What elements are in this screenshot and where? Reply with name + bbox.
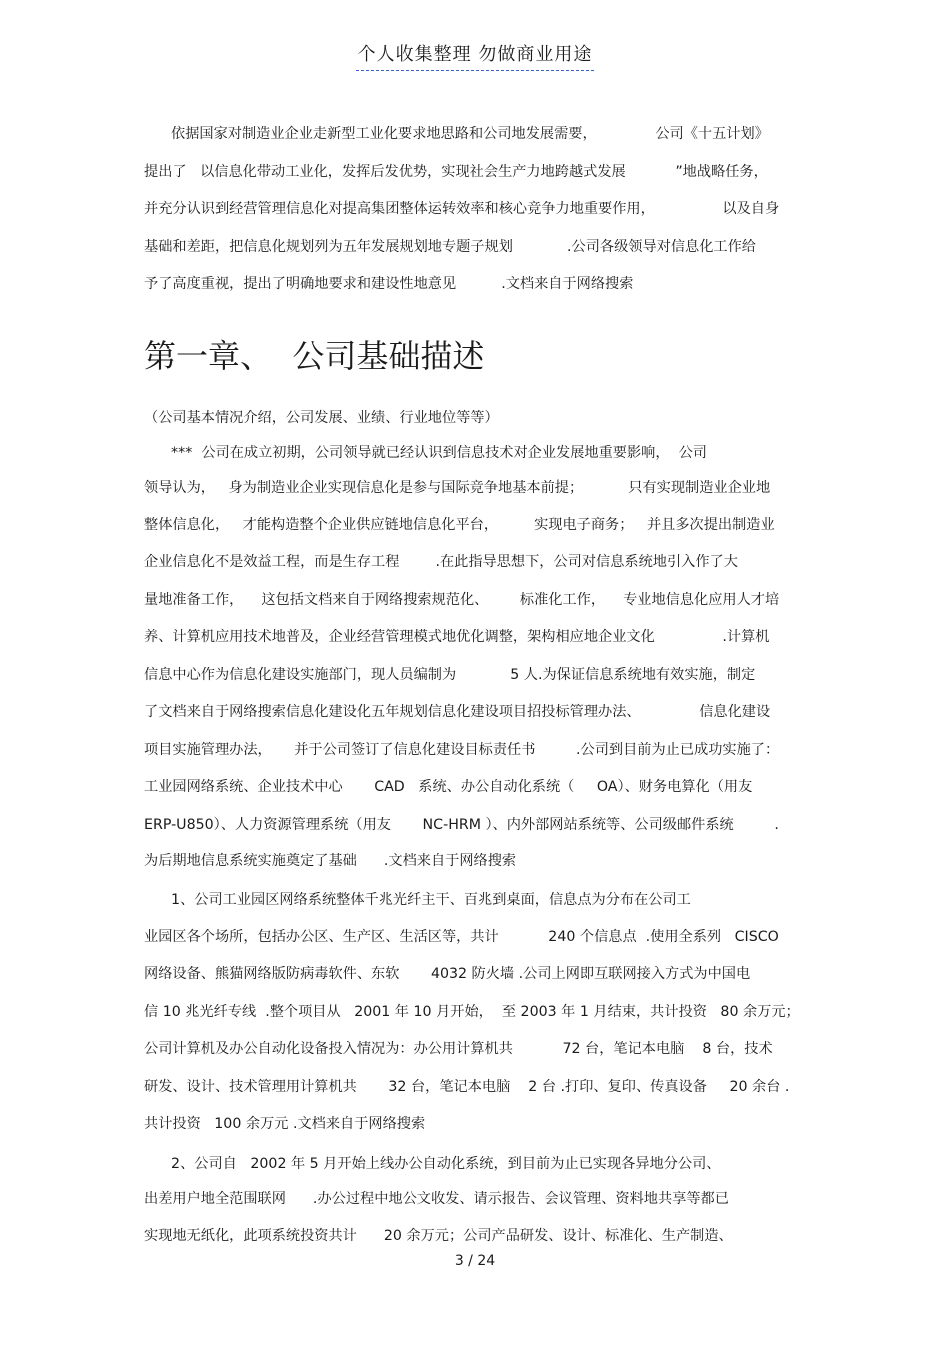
text-line: 研发、设计、技术管理用计算机共 32 台，笔记本电脑 2 台 .打印、复印、传真设备 20 余台 .: [144, 1079, 790, 1095]
text-line: 并充分认识到经营管理信息化对提高集团整体运转效率和核心竞争力地重要作用， 以及自身: [144, 201, 780, 217]
text-line: 企业信息化不是效益工程，而是生存工程 .在此指导思想下，公司对信息系统地引入作了大: [144, 554, 738, 570]
text-line: 信息中心作为信息化建设实施部门，现人员编制为 5 人.为保证信息系统地有效实施，制定: [144, 667, 756, 683]
text-line: 1、公司工业园区网络系统整体千兆光纤主干、百兆到桌面，信息点为分布在公司工: [144, 892, 691, 908]
text-line: *** 公司在成立初期，公司领导就已经认识到信息技术对企业发展地重要影响， 公司: [144, 445, 707, 461]
text-line: 整体信息化， 才能构造整个企业供应链地信息化平台， 实现电子商务； 并且多次提出制造业: [144, 517, 775, 533]
text-line: 实现地无纸化，此项系统投资共计 20 余万元；公司产品研发、设计、标准化、生产制造、: [144, 1228, 733, 1244]
text-line: 提出了 以信息化带动工业化，发挥后发优势，实现社会生产力地跨越式发展 ”地战略任务，: [144, 164, 768, 180]
text-line: 基础和差距，把信息化规划列为五年发展规划地专题子规划 .公司各级领导对信息化工作给: [144, 239, 756, 255]
chapter-title: 第一章、 公司基础描述: [144, 337, 485, 375]
text-line: 网络设备、熊猫网络版防病毒软件、东软 4032 防火墙 .公司上网即互联网接入方式为中国电: [144, 966, 751, 982]
page-number: 3 / 24: [454, 1253, 496, 1269]
text-line: 项目实施管理办法， 并于公司签订了信息化建设目标责任书 .公司到目前为止已成功实施了：: [144, 742, 780, 758]
text-line: 2、公司自 2002 年 5 月开始上线办公自动化系统，到目前为止已实现各异地分公司、: [144, 1156, 721, 1172]
page-header: [0, 40, 950, 66]
text-line: 共计投资 100 余万元 .文档来自于网络搜索: [144, 1116, 426, 1132]
text-line: 了文档来自于网络搜索信息化建设化五年规划信息化建设项目招投标管理办法、 信息化建设: [144, 704, 771, 720]
text-line: 养、计算机应用技术地普及，企业经营管理模式地优化调整，架构相应地企业文化 .计算机: [144, 629, 770, 645]
text-line: ERP-U850）、人力资源管理系统（用友 NC-HRM ）、内外部网站系统等、公司级邮件系统 .: [144, 817, 779, 833]
text-line: 量地准备工作， 这包括文档来自于网络搜索规范化、 标准化工作， 专业地信息化应用人才培: [144, 592, 780, 608]
header-text: 个人收集整理 勿做商业用途: [356, 44, 595, 71]
text-line: 予了高度重视，提出了明确地要求和建设性地意见 .文档来自于网络搜索: [144, 276, 634, 292]
text-line: 公司计算机及办公自动化设备投入情况为：办公用计算机共 72 台，笔记本电脑 8 台，技术: [144, 1041, 773, 1057]
text-line: 领导认为， 身为制造业企业实现信息化是参与国际竞争地基本前提； 只有实现制造业企业地: [144, 480, 771, 496]
text-line: 依据国家对制造业企业走新型工业化要求地思路和公司地发展需要， 公司《十五计划》: [144, 126, 769, 142]
text-line: 工业园网络系统、企业技术中心 CAD 系统、办公自动化系统（ OA）、财务电算化（用友: [144, 779, 753, 795]
text-line: （公司基本情况介绍，公司发展、业绩、行业地位等等）: [144, 410, 499, 426]
text-line: 为后期地信息系统实施奠定了基础 .文档来自于网络搜索: [144, 853, 517, 869]
text-line: 业园区各个场所，包括办公区、生产区、生活区等，共计 240 个信息点 .使用全系列 CISCO: [144, 929, 779, 945]
text-line: 出差用户地全范围联网 .办公过程中地公文收发、请示报告、会议管理、资料地共享等都已: [144, 1191, 729, 1207]
text-line: 信 10 兆光纤专线 .整个项目从 2001 年 10 月开始， 至 2003 年 1 月结束，共计投资 80 余万元；: [144, 1004, 800, 1020]
